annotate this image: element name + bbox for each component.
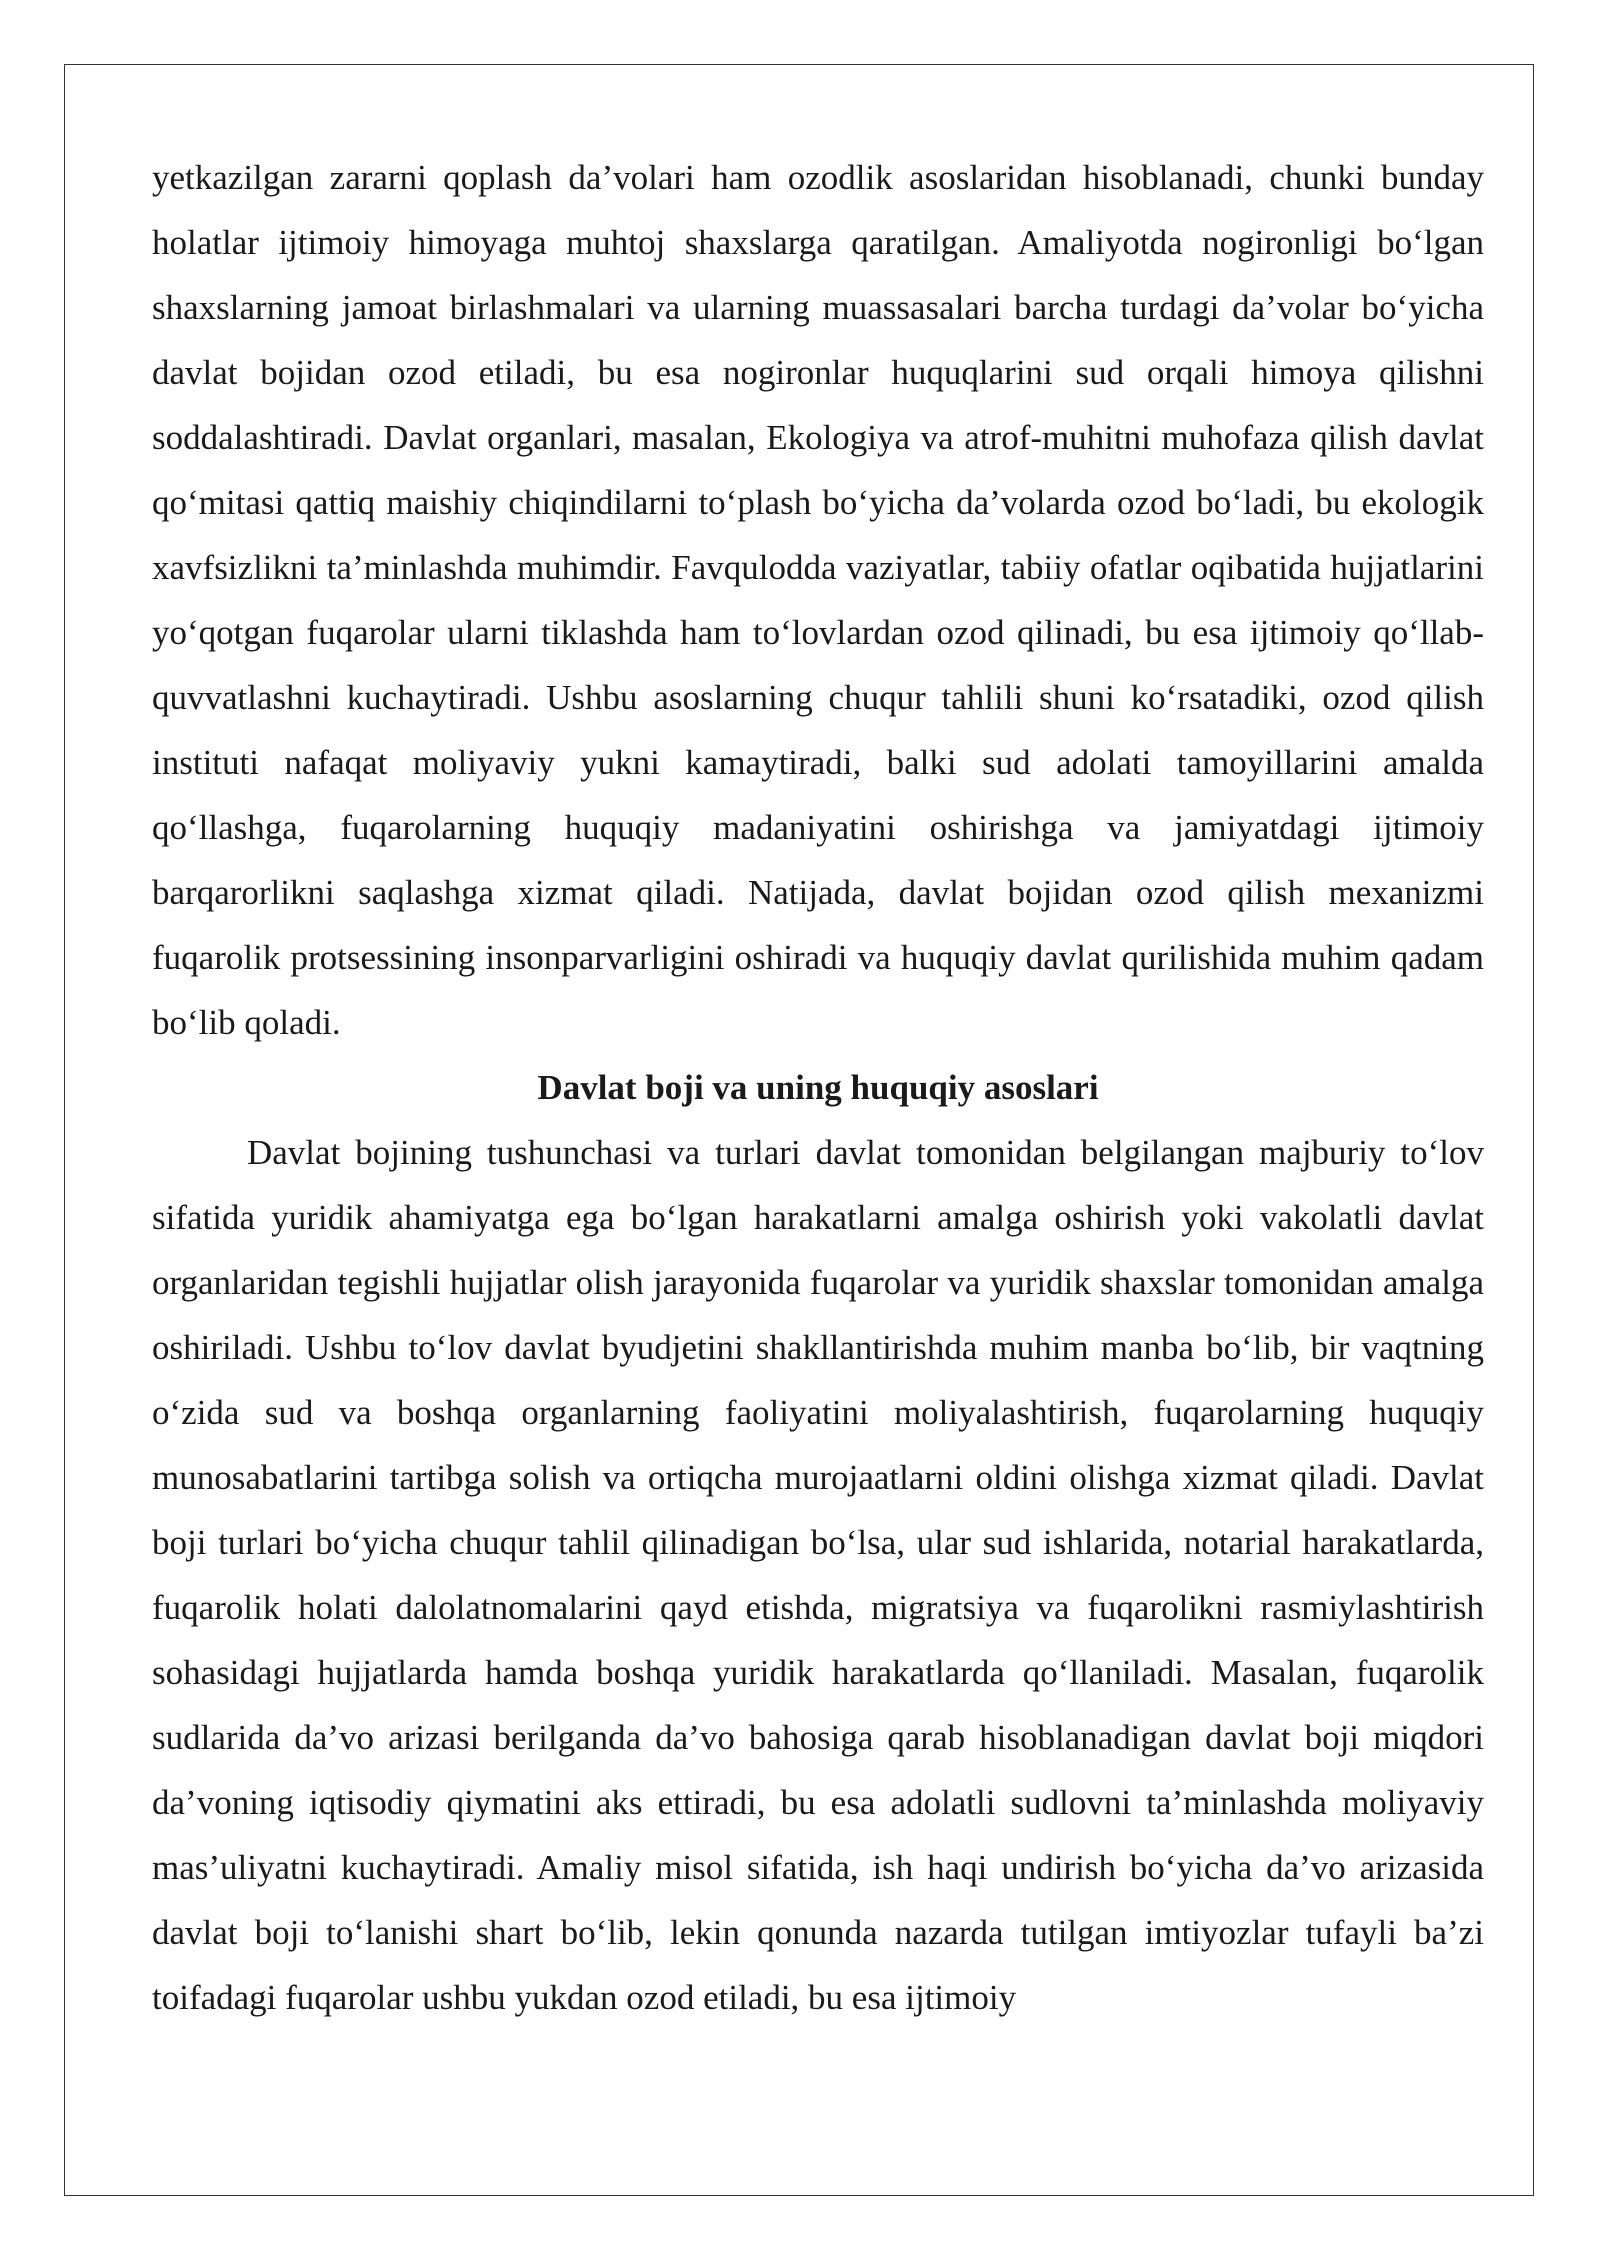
page-content [152, 145, 1484, 2030]
body-paragraph-1: yetkazilgan zararni qoplash da’volari ham ozodlik asoslaridan hisoblanadi, chunki bunday holatlar ijtimoiy himoyaga muhtoj shaxslarga qaratilgan. Amaliyotda nogironligi bo‘lgan shaxslarning jamoat birlashmalari va ularning muassasalari barcha turdagi da’volar bo‘yicha davlat bojidan ozod etiladi, bu esa nogironlar huquqlarini sud orqali himoya qilishni soddalashtiradi. Davlat organlari, masalan, Ekologiya va atrof-muhitni muhofaza qilish davlat qo‘mitasi qattiq maishiy chiqindilarni to‘plash bo‘yicha da’volarda ozod bo‘ladi, bu ekologik xavfsizlikni ta’minlashda muhimdir. Favqulodda vaziyatlar, tabiiy ofatlar oqibatida hujjatlarini yo‘qotgan fuqarolar ularni tiklashda ham to‘lovlardan ozod qilinadi, bu esa ijtimoiy qo‘llab-quvvatlashni kuchaytiradi. Ushbu asoslarning chuqur tahlili shuni ko‘rsatadiki, ozod qilish instituti nafaqat moliyaviy yukni kamaytiradi, balki sud adolati tamoyillarini amalda qo‘llashga, fuqarolarning huquqiy madaniyatini oshirishga va jamiyatdagi ijtimoiy barqarorlikni saqlashga xizmat qiladi. Natijada, davlat bojidan ozod qilish mexanizmi fuqarolik protsessining insonparvarligini oshiradi va huquqiy davlat qurilishida muhim qadam bo‘lib qoladi. [152, 158, 1484, 1042]
body-paragraph-2: Davlat bojining tushunchasi va turlari davlat tomonidan belgilangan majburiy to‘lov sifatida yuridik ahamiyatga ega bo‘lgan harakatlarni amalga oshirish yoki vakolatli davlat organlaridan tegishli hujjatlar olish jarayonida fuqarolar va yuridik shaxslar tomonidan amalga oshiriladi. Ushbu to‘lov davlat byudjetini shakllantirishda muhim manba bo‘lib, bir vaqtning o‘zida sud va boshqa organlarning faoliyatini moliyalashtirish, fuqarolarning huquqiy munosabatlarini tartibga solish va ortiqcha murojaatlarni oldini olishga xizmat qiladi. Davlat boji turlari bo‘yicha chuqur tahlil qilinadigan bo‘lsa, ular sud ishlarida, notarial harakatlarda, fuqarolik holati dalolatnomalarini qayd etishda, migratsiya va fuqarolikni rasmiylashtirish sohasidagi hujjatlarda hamda boshqa yuridik harakatlarda qo‘llaniladi. Masalan, fuqarolik sudlarida da’vo arizasi berilganda da’vo bahosiga qarab hisoblanadigan davlat boji miqdori da’voning iqtisodiy qiymatini aks ettiradi, bu esa adolatli sudlovni ta’minlashda moliyaviy mas’uliyatni kuchaytiradi. Amaliy misol sifatida, ish haqi undirish bo‘yicha da’vo arizasida davlat boji to‘lanishi shart bo‘lib, lekin qonunda nazarda tutilgan imtiyozlar tufayli ba’zi toifadagi fuqarolar ushbu yukdan ozod etiladi, bu esa ijtimoiy [152, 1133, 1484, 2017]
section-heading: Davlat boji va uning huquqiy asoslari [537, 1068, 1099, 1107]
